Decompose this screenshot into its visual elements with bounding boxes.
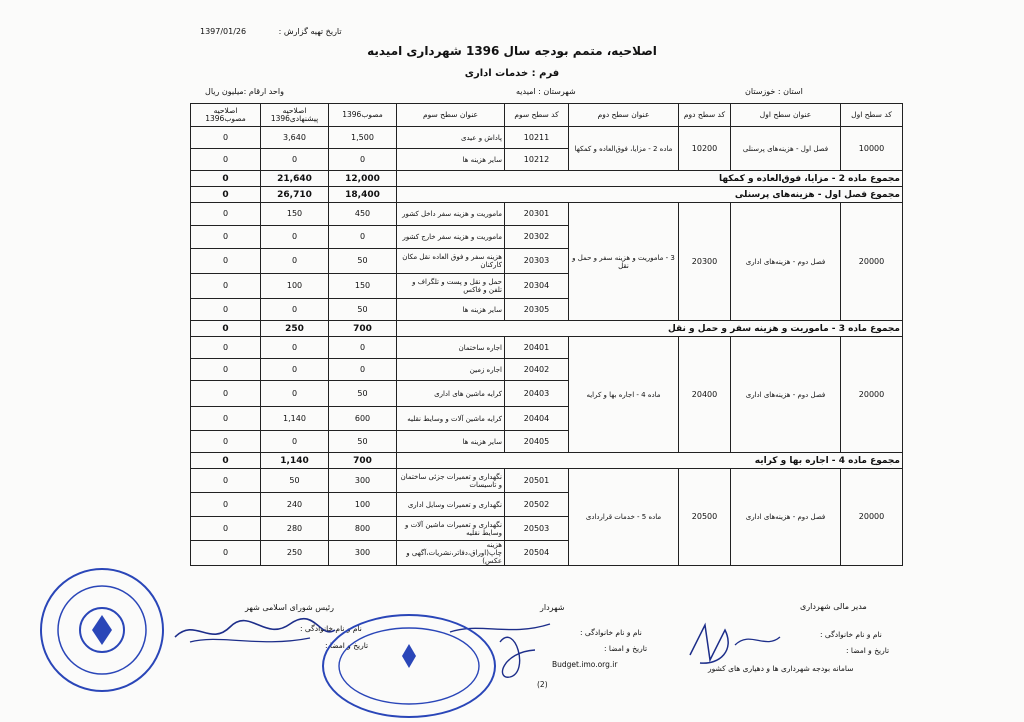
sum-proposed: 250 [261,321,329,337]
level3-title: اجاره ساختمان [397,337,505,359]
level3-code: 20403 [505,381,569,407]
website-label: Budget.imo.org.ir [552,660,618,669]
level1-code: 20000 [841,203,903,321]
approved-value: 600 [329,407,397,431]
approved-value: 0 [329,149,397,171]
level2-code: 20500 [679,469,731,566]
sum-row [191,453,903,469]
level3-code: 20402 [505,359,569,381]
mayor-date-label: تاریخ و امضا : [604,644,648,653]
city-label: شهرستان : امیدیه [516,87,576,96]
approved-amend-value: 0 [191,337,261,359]
level1-code: 20000 [841,469,903,566]
approved-amend-value: 0 [191,381,261,407]
approved-value: 50 [329,249,397,274]
level3-title: پاداش و عیدی [397,127,505,149]
approved-value: 1,500 [329,127,397,149]
table-header-row [191,104,903,127]
proposed-value: 150 [261,203,329,226]
proposed-value: 0 [261,249,329,274]
sum-label: مجموع ماده 3 - ماموریت و هزینه سفر و حمل و نقل [397,321,903,337]
header-cell: مصوب1396 [329,104,397,127]
level3-code: 20303 [505,249,569,274]
sum-approved-amend: 0 [191,453,261,469]
level2-code: 10200 [679,127,731,171]
sum-label: مجموع ماده 4 - اجاره بها و کرایه [397,453,903,469]
approved-value: 0 [329,226,397,249]
finance-signature [680,615,790,675]
proposed-value: 3,640 [261,127,329,149]
level3-code: 20501 [505,469,569,493]
header-cell: عنوان سطح دوم [569,104,679,127]
approved-amend-value: 0 [191,203,261,226]
level3-code: 20404 [505,407,569,431]
sum-approved: 700 [329,453,397,469]
system-name: سامانه بودجه شهرداری ها و دهیاری های کشور [708,664,854,673]
council-date-label: تاریخ و امضا : [325,641,369,650]
ministry-stamp-seal [322,614,496,718]
council-head-title: رئیس شورای اسلامی شهر [245,603,334,612]
level1-title: فصل دوم - هزینه‌های اداری [731,469,841,566]
header-cell: اصلاحیه مصوب1396 [191,104,261,127]
sum-proposed: 21,640 [261,171,329,187]
header-cell: اصلاحیه پیشنهادی1396 [261,104,329,127]
level1-code: 10000 [841,127,903,171]
level3-title: سایر هزینه ها [397,431,505,453]
proposed-value: 100 [261,274,329,299]
proposed-value: 250 [261,541,329,566]
finance-date-label: تاریخ و امضا : [846,646,890,655]
level2-code: 20400 [679,337,731,453]
level3-title: هزینه سفر و فوق العاده نقل مکان کارکنان [397,249,505,274]
level3-code: 20502 [505,493,569,517]
approved-amend-value: 0 [191,274,261,299]
level3-title: کرایه ماشین آلات و وسایط نقلیه [397,407,505,431]
sum-row [191,171,903,187]
sum-approved-amend: 0 [191,321,261,337]
council-signature [170,612,340,652]
table-row [191,337,903,359]
level1-title: فصل دوم - هزینه‌های اداری [731,337,841,453]
table-row [191,127,903,149]
form-subtitle: فرم : خدمات اداری [464,68,560,79]
header-cell: کد سطح سوم [505,104,569,127]
level3-title: کرایه ماشین های اداری [397,381,505,407]
council-stamp-icon [42,570,162,690]
approved-amend-value: 0 [191,517,261,541]
level3-title: نگهداری و تعمیرات وسایل اداری [397,493,505,517]
level3-title: سایر هزینه ها [397,149,505,171]
approved-amend-value: 0 [191,299,261,321]
table-row [191,469,903,493]
sum-row [191,187,903,203]
mayor-title: شهردار [540,603,565,612]
council-stamp-seal [40,568,164,692]
budget-table [190,103,903,566]
report-date-label: تاریخ تهیه گزارش : [278,27,342,36]
level3-code: 20305 [505,299,569,321]
sum-label: مجموع فصل اول - هزینه‌های پرسنلی [397,187,903,203]
proposed-value: 0 [261,431,329,453]
approved-value: 50 [329,299,397,321]
sum-approved-amend: 0 [191,171,261,187]
finance-name-label: نام و نام خانوادگی : [820,630,882,639]
level2-title: ماده 4 - اجاره بها و کرایه [569,337,679,453]
level3-title: حمل و نقل و پست و تلگراف و تلفن و فاکس [397,274,505,299]
approved-value: 450 [329,203,397,226]
header-cell: عنوان سطح اول [731,104,841,127]
approved-amend-value: 0 [191,431,261,453]
proposed-value: 280 [261,517,329,541]
approved-value: 800 [329,517,397,541]
level1-code: 20000 [841,337,903,453]
proposed-value: 0 [261,299,329,321]
mayor-name-label: نام و نام خانوادگی : [580,628,642,637]
approved-value: 100 [329,493,397,517]
approved-amend-value: 0 [191,493,261,517]
level3-title: نگهداری و تعمیرات ماشین آلات و وسایط نقلیه [397,517,505,541]
level3-title: ماموریت و هزینه سفر داخل کشور [397,203,505,226]
report-date-value: 1397/01/26 [200,27,247,36]
approved-value: 300 [329,469,397,493]
level3-title: هزینه چاپ(اوراق،دفاتر،نشریات،آگهی و عکس) [397,541,505,566]
level3-code: 20503 [505,517,569,541]
approved-amend-value: 0 [191,249,261,274]
sum-row [191,321,903,337]
approved-amend-value: 0 [191,541,261,566]
level3-title: ماموریت و هزینه سفر خارج کشور [397,226,505,249]
proposed-value: 240 [261,493,329,517]
proposed-value: 0 [261,149,329,171]
approved-amend-value: 0 [191,469,261,493]
document-title: اصلاحیه، متمم بودجه سال 1396 شهرداری امیدیه [367,44,657,58]
approved-value: 300 [329,541,397,566]
approved-value: 150 [329,274,397,299]
approved-value: 0 [329,337,397,359]
approved-value: 50 [329,431,397,453]
sum-approved: 700 [329,321,397,337]
proposed-value: 0 [261,226,329,249]
proposed-value: 0 [261,359,329,381]
sum-proposed: 26,710 [261,187,329,203]
finance-manager-title: مدیر مالی شهرداری [800,602,867,611]
sum-label: مجموع ماده 2 - مزایا، فوق‌العاده و کمکها [397,171,903,187]
approved-amend-value: 0 [191,149,261,171]
approved-amend-value: 0 [191,127,261,149]
approved-amend-value: 0 [191,407,261,431]
page-number: (2) [537,680,548,689]
level3-code: 20301 [505,203,569,226]
level3-code: 20401 [505,337,569,359]
approved-amend-value: 0 [191,226,261,249]
sum-approved: 18,400 [329,187,397,203]
approved-value: 50 [329,381,397,407]
level3-title: سایر هزینه ها [397,299,505,321]
level2-title: 3 - ماموریت و هزینه سفر و حمل و نقل [569,203,679,321]
proposed-value: 0 [261,381,329,407]
province-label: استان : خوزستان [745,87,803,96]
level3-code: 20504 [505,541,569,566]
header-cell: کد سطح دوم [679,104,731,127]
proposed-value: 0 [261,337,329,359]
level2-title: ماده 5 - خدمات قراردادی [569,469,679,566]
council-name-label: نام و نام خانوادگی : [300,624,362,633]
proposed-value: 1,140 [261,407,329,431]
header-cell: عنوان سطح سوم [397,104,505,127]
table-row [191,203,903,226]
sum-approved-amend: 0 [191,187,261,203]
sum-approved: 12,000 [329,171,397,187]
sum-proposed: 1,140 [261,453,329,469]
approved-value: 0 [329,359,397,381]
level1-title: فصل دوم - هزینه‌های اداری [731,203,841,321]
unit-label: واحد ارقام :میلیون ریال [205,87,284,96]
level2-title: ماده 2 - مزایا، فوق‌العاده و کمکها [569,127,679,171]
level3-code: 20304 [505,274,569,299]
level2-code: 20300 [679,203,731,321]
level3-code: 20302 [505,226,569,249]
ministry-stamp-icon [324,616,494,716]
level3-code: 10212 [505,149,569,171]
approved-amend-value: 0 [191,359,261,381]
proposed-value: 50 [261,469,329,493]
header-cell: کد سطح اول [841,104,903,127]
level3-code: 10211 [505,127,569,149]
report-date [200,27,342,36]
level3-title: نگهداری و تعمیرات جزئی ساختمان و تاسیسات [397,469,505,493]
level1-title: فصل اول - هزینه‌های پرسنلی [731,127,841,171]
level3-code: 20405 [505,431,569,453]
level3-title: اجاره زمین [397,359,505,381]
